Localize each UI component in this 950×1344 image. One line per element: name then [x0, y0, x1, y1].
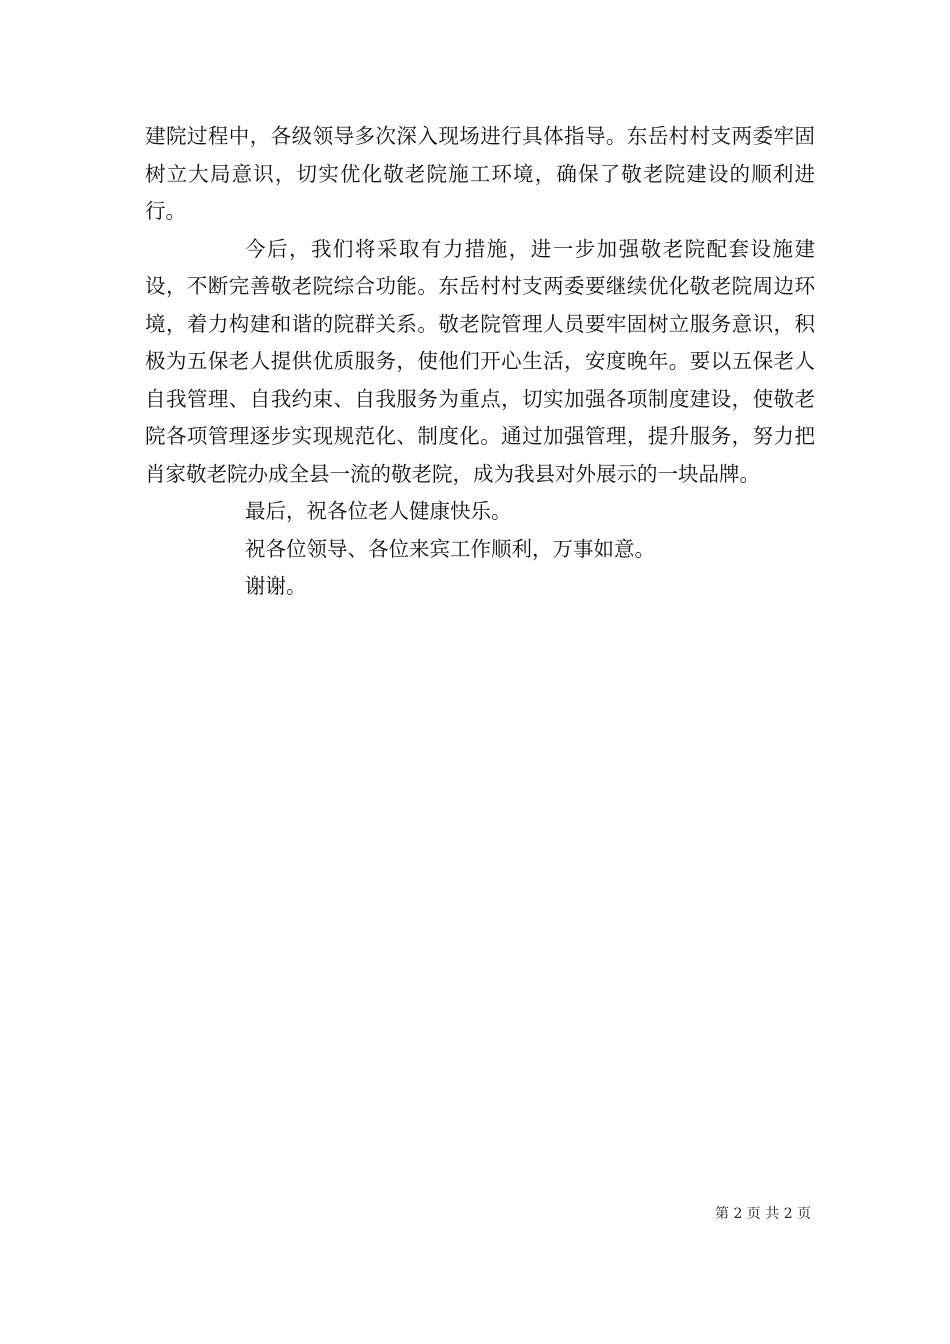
paragraph-future-measures: 今后，我们将采取有力措施，进一步加强敬老院配套设施建设，不断完善敬老院综合功能。东岳村村支两委要继续优化敬老院周边环境，着力构建和谐的院群关系。敬老院管理人员要牢固树立服务意识，积极为五保老人提供优质服务，使他们开心生活，安度晚年。要以五保老人自我管理、自我约束、自我服务为重点，切实加强各项制度建设，使敬老院各项管理逐步实现规范化、制度化。通过加强管理，提升服务，努力把肖家敬老院办成全县一流的敬老院，成为我县对外展示的一块品牌。: [145, 236, 815, 486]
paragraph-wish-elders: 最后，祝各位老人健康快乐。: [245, 499, 512, 523]
paragraph-thanks: 谢谢。: [245, 574, 307, 598]
document-body: [145, 118, 815, 606]
paragraph-wish-guests: 祝各位领导、各位来宾工作顺利，万事如意。: [245, 536, 655, 561]
page-number-footer: 第 2 页 共 2 页: [715, 1206, 812, 1222]
paragraph-construction-guidance: 建院过程中，各级领导多次深入现场进行具体指导。东岳村村支两委牢固树立大局意识，切实优化敬老院施工环境，确保了敬老院建设的顺利进行。: [145, 124, 815, 223]
